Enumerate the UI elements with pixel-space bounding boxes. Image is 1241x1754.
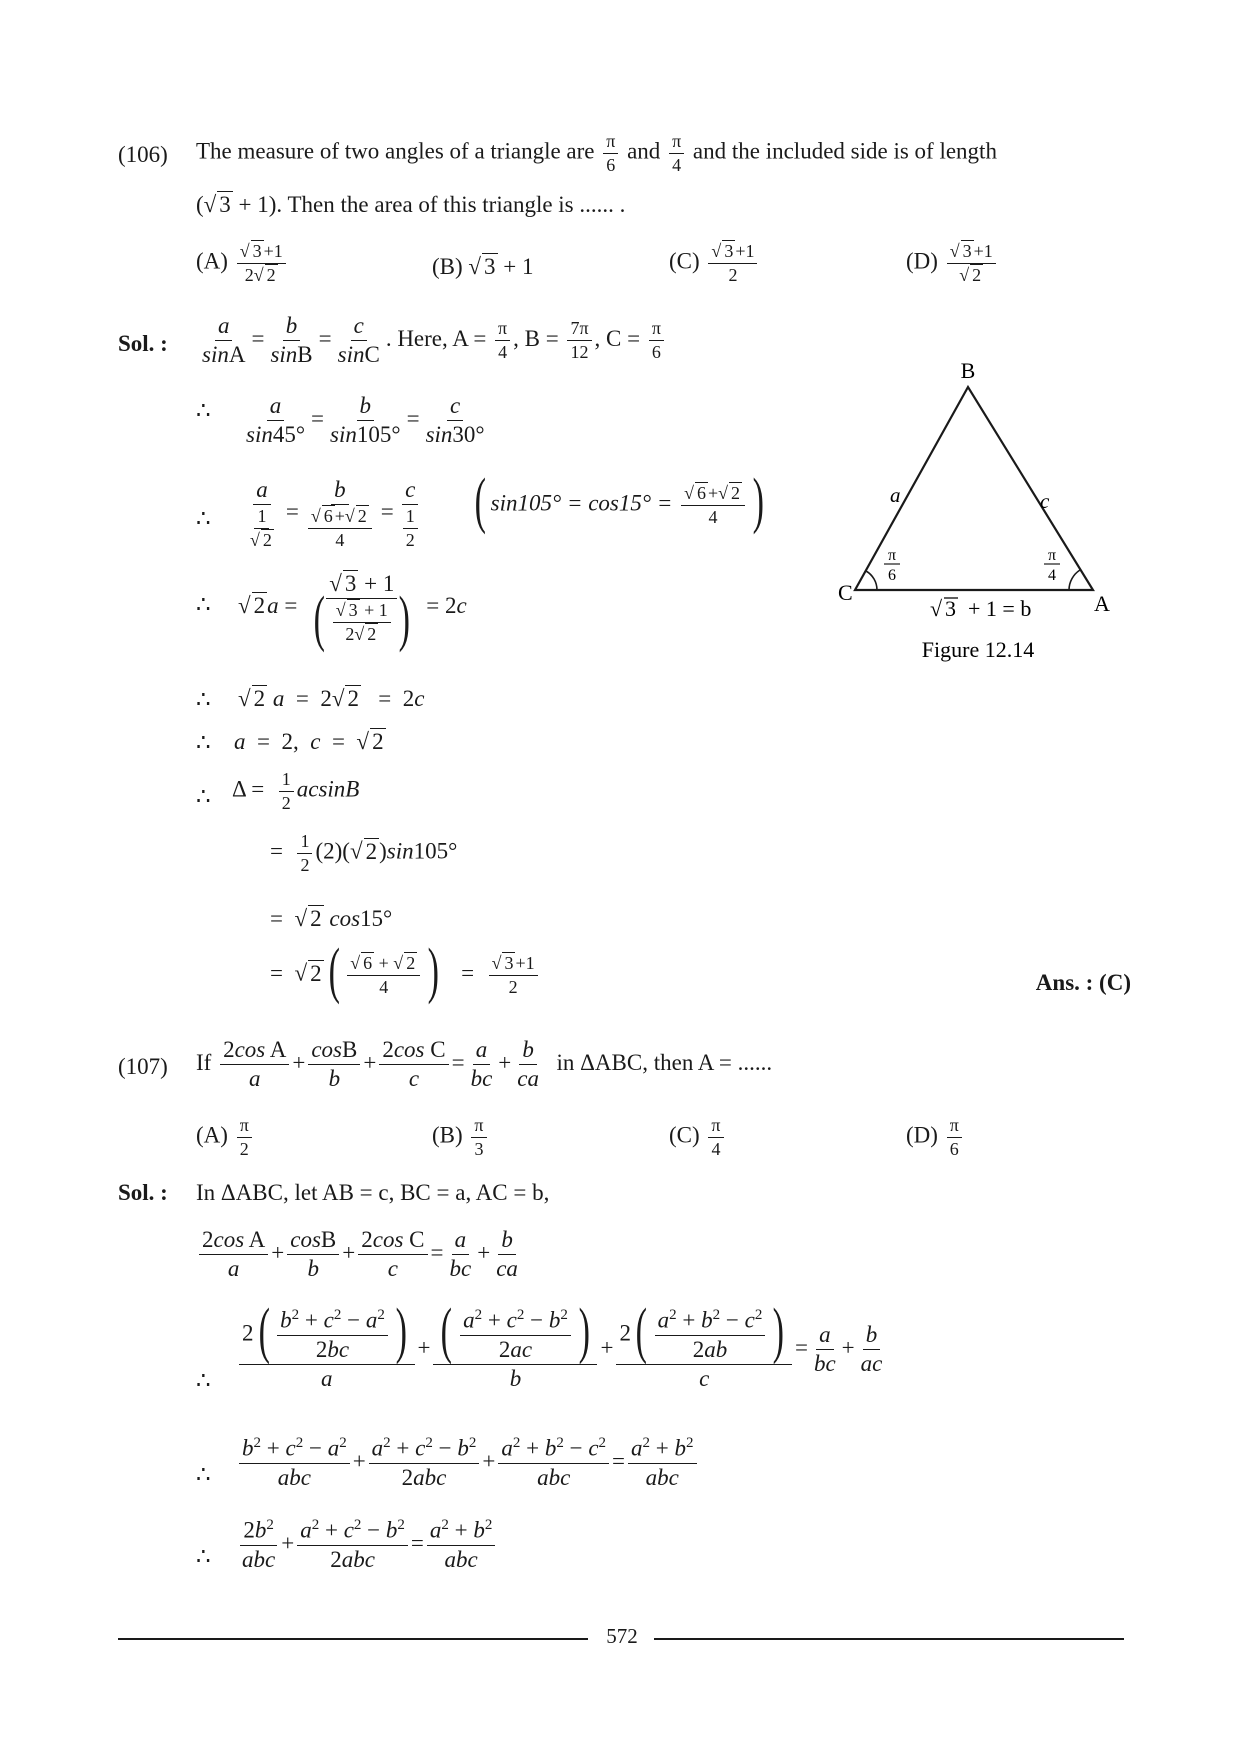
vertex-b-label: B <box>960 360 976 383</box>
option-label: (C) <box>669 248 700 274</box>
sol106-step-3: = √ 2 ( $\frac{√ 6 + √ 2}{4}$ ) = $\frac{√ 3 +1}{2}$ <box>270 954 541 997</box>
sol107-step-cosine: 2( $\frac{b^2 + c^2 - a^2}{2bc}$ ) a + ( $\frac{a^2 + c^2 - b^2}{2ac}$ ) b + 2( $\frac{a^2 + b^2 - c^2}{2ab}$ ) c = $\frac{a}{bc}$ + $\frac{b}{ac}$ <box>236 1308 888 1391</box>
sol106-comma-b: , B = <box>513 325 559 351</box>
sol107-therefore: ∴ <box>196 1462 211 1487</box>
sol106-therefore: ∴ <box>196 784 211 809</box>
q107-number: (107) <box>118 1054 168 1079</box>
q106-text-1: The measure of two angles of a triangle are <box>196 138 595 164</box>
triangle-figure <box>830 360 1120 670</box>
footer-rule-left <box>118 1638 588 1640</box>
svg-text:6: 6 <box>888 567 896 584</box>
sol106-step-2: = √ 2 cos15° <box>270 906 393 931</box>
sol106-sine-rule: $\frac{a}{\sin A}$ = $\frac{b}{\sin B}$ = $\frac{c}{\sin C}$ . Here, A = $\frac{\pi}{4}$ , B = $\frac{7\pi}{12}$ , C = $\frac{\pi}{6}$ <box>196 314 667 367</box>
q107-tail: in ΔABC, then A = ...... <box>556 1049 773 1075</box>
option-label: (D) <box>906 248 938 274</box>
base-label <box>930 596 1031 621</box>
sol106-line-a: √ 2 a = 2√ 2 = 2c <box>238 686 425 711</box>
figure-caption: Figure 12.14 <box>921 637 1035 662</box>
sol106-step-1: = $\frac{1}{2}$ (2)(√ 2)sin105° <box>270 831 458 875</box>
sol106-step-root2a: √ 2a = √ 3 + 1 ( $\frac{√ 3 + 1}{2√ 2}$ ) = 2c <box>238 571 467 653</box>
sol106-comma-c: , C = <box>594 325 641 351</box>
sol107-therefore: ∴ <box>196 1544 211 1569</box>
option-label: (A) <box>196 248 228 274</box>
sol107-step-abc: $\frac{b^2 + c^2 - a^2}{\text{abc}}$ + $\frac{a^2 + c^2 - b^2}{\text{2abc}}$ + $\frac{a^2 + b^2 - c^2}{\text{abc}}$ = $\frac{a^2 + b^2}{\text{abc}}$ <box>236 1436 700 1490</box>
q107-option-d[interactable]: (D) $\frac{\pi}{6}$ <box>906 1116 965 1159</box>
option-label: (C) <box>669 1122 700 1148</box>
option-label: (B) <box>432 254 463 279</box>
page-number: 572 <box>606 1624 638 1648</box>
q106-number: (106) <box>118 142 168 167</box>
q107-question: If $\frac{\text{2cos A}}{a}$ + $\frac{\cos B}{b}$ + $\frac{\text{2cos C}}{c}$ = $\frac{a}{bc}$ + $\frac{b}{ca}$ in ΔABC, then A = ...... <box>196 1037 773 1092</box>
angle-a-arc <box>1069 570 1080 590</box>
acsinb: acsinB <box>296 776 360 802</box>
option-label: (A) <box>196 1122 228 1148</box>
sol107-given: $\frac{\text{2cos A}}{a}$ + $\frac{\cos B}{b}$ + $\frac{\text{2cos C}}{c}$ = $\frac{a}{bc}$ + $\frac{b}{ca}$ <box>196 1228 524 1281</box>
sol106-step-values: $\frac{a}{\frac{1}{√ 2}}$ = $\frac{b}{\frac{√ 6 +√ 2}{4}}$ = $\frac{c}{\frac{1}{2}}$ <box>238 478 427 550</box>
svg-text:3: 3 <box>945 596 956 621</box>
sol106-therefore: ∴ <box>196 398 211 423</box>
footer-rule-right <box>654 1638 1124 1640</box>
sol106-therefore: ∴ <box>196 730 211 755</box>
option-b-tail: + 1 <box>503 254 534 279</box>
vertex-a-label: A <box>1094 591 1110 616</box>
option-label: (B) <box>432 1122 463 1148</box>
sol107-intro: In ΔABC, let AB = c, BC = a, AC = b, <box>196 1180 550 1205</box>
q106-line-1: The measure of two angles of a triangle are $\frac{\pi}{6}$ and $\frac{\pi}{4}$ and the included side is of length <box>196 131 997 175</box>
q107-if: If <box>196 1049 212 1075</box>
q106-text-and: and <box>627 138 661 164</box>
svg-text:4: 4 <box>1048 567 1056 584</box>
q106-option-d[interactable]: (D) $\frac{√ 3 +1}{√ 2}$ <box>906 242 999 285</box>
q107-option-b[interactable]: (B) $\frac{\pi}{3}$ <box>432 1116 490 1159</box>
svg-text:π: π <box>1047 547 1057 564</box>
svg-text:√: √ <box>930 596 943 621</box>
angle-c-label <box>884 547 900 584</box>
sol106-therefore: ∴ <box>196 506 211 531</box>
delta-symbol: Δ = <box>232 776 265 802</box>
vertex-c-label: C <box>838 580 853 605</box>
q106-option-c[interactable]: (C) $\frac{√ 3 +1}{2}$ <box>669 242 760 285</box>
sol106-answer: Ans. : (C) <box>1035 970 1131 995</box>
side-a-label: a <box>890 483 901 507</box>
sol106-step-sine: $\frac{a}{\sin 45^\circ}$ = $\frac{b}{\sin 105^\circ}$ = $\frac{c}{\sin 30^\circ}$ <box>246 393 485 448</box>
sol106-here: . Here, A = <box>385 325 487 351</box>
q106-option-a[interactable]: (A) $\frac{√ 3 +1}{2√ 2}$ <box>196 242 289 285</box>
q107-option-c[interactable]: (C) $\frac{\pi}{4}$ <box>669 1116 727 1159</box>
angle-a-label <box>1044 547 1060 584</box>
side-c-label: c <box>1040 489 1050 513</box>
option-label: (D) <box>906 1122 938 1148</box>
svg-text:π: π <box>887 547 897 564</box>
base-label-text: + 1 = b <box>968 596 1032 621</box>
sol107-label: Sol. : <box>118 1180 168 1205</box>
q106-text-3: + 1). Then the area of this triangle is ...... . <box>238 192 626 217</box>
angle-c-arc <box>866 571 877 590</box>
sol107-step-final: $\frac{2b^2}{\text{abc}}$ + $\frac{a^2 + c^2 - b^2}{\text{2abc}}$ = $\frac{a^2 + b^2}{\text{abc}}$ <box>236 1518 498 1572</box>
q107-option-a[interactable]: (A) $\frac{\pi}{2}$ <box>196 1116 255 1159</box>
sol106-label: Sol. : <box>118 331 168 356</box>
sol106-therefore: ∴ <box>196 592 211 617</box>
sol107-therefore: ∴ <box>196 1368 211 1393</box>
q106-option-b[interactable]: (B) √ 3 + 1 <box>432 254 534 279</box>
q106-text-2: and the included side is of length <box>692 138 997 164</box>
sol106-area-formula: Δ = $\frac{1}{2}$ acsinB <box>232 769 360 813</box>
q106-line-2: (√ 3 + 1). Then the area of this triangle is ...... . <box>196 192 626 217</box>
sol106-identity: ( sin105° = cos15° = $\frac{√ 6 +√ 2}{4}$ ) <box>474 467 765 536</box>
sol106-therefore: ∴ <box>196 687 211 712</box>
sol106-identity-text: sin105° = cos15° = <box>490 490 673 516</box>
sol106-line-ac: a = 2, c = √ 2 <box>234 729 384 754</box>
